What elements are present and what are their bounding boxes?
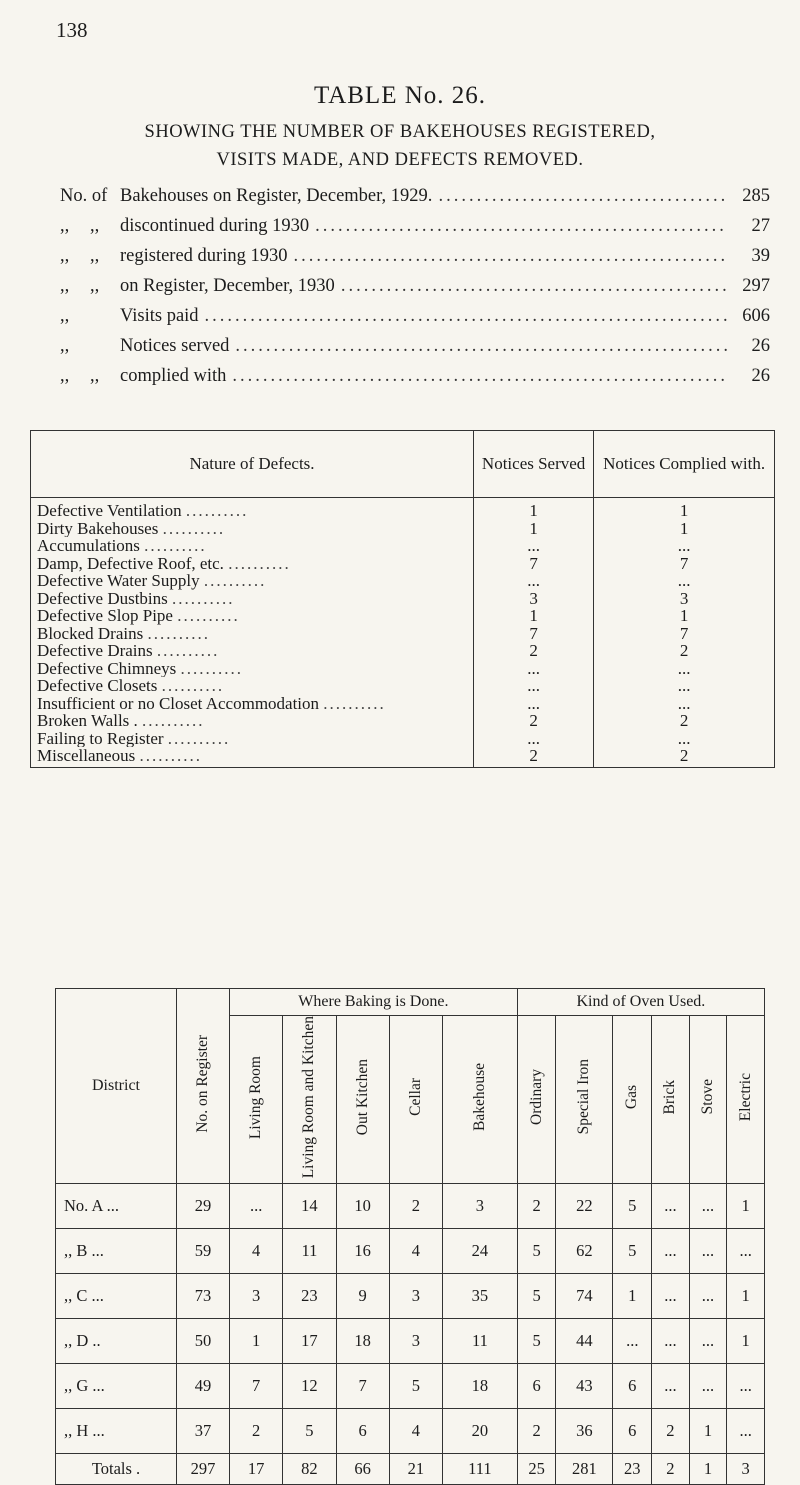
defect-served: 3 xyxy=(474,590,594,608)
district-cell: 23 xyxy=(283,1274,336,1319)
col-oven-1: Special Iron xyxy=(556,1016,613,1184)
dot-leader xyxy=(226,366,728,387)
district-cell: 18 xyxy=(443,1364,518,1409)
summary-label: Notices served xyxy=(120,336,230,356)
district-cell: 2 xyxy=(230,1409,283,1454)
defect-row xyxy=(31,537,775,555)
district-cell: 1 xyxy=(727,1319,765,1364)
subtitle-line-1: SHOWING THE NUMBER OF BAKEHOUSES REGISTERED, xyxy=(144,122,656,142)
defect-name: Failing to Register xyxy=(37,729,164,747)
summary-row xyxy=(60,276,770,306)
defect-row xyxy=(31,677,775,695)
defect-served: ... xyxy=(474,660,594,678)
defect-complied: ... xyxy=(594,660,775,678)
defect-complied: ... xyxy=(594,730,775,748)
district-name: ,, H ... xyxy=(56,1409,177,1454)
totals-cell: 297 xyxy=(177,1454,230,1485)
defect-name: Defective Slop Pipe xyxy=(37,607,173,625)
district-cell: 43 xyxy=(556,1364,613,1409)
defect-row xyxy=(31,747,775,767)
district-cell: 18 xyxy=(336,1319,389,1364)
summary-value: 26 xyxy=(751,366,770,386)
summary-prefix: No. of xyxy=(60,186,108,206)
district-cell: ... xyxy=(689,1184,727,1229)
district-cell: ... xyxy=(689,1364,727,1409)
totals-cell: 3 xyxy=(727,1454,765,1485)
district-cell: 4 xyxy=(230,1229,283,1274)
defect-complied: 1 xyxy=(594,607,775,625)
district-row xyxy=(56,1319,765,1364)
totals-cell: 2 xyxy=(652,1454,690,1485)
summary-value: 39 xyxy=(751,246,770,266)
col-register: No. on Register xyxy=(177,989,230,1184)
district-row xyxy=(56,1409,765,1454)
district-cell: 2 xyxy=(652,1409,690,1454)
district-cell: ... xyxy=(652,1184,690,1229)
district-cell: ... xyxy=(652,1229,690,1274)
summary-sub: ,, xyxy=(90,276,100,296)
summary-row xyxy=(60,366,770,396)
district-cell: 17 xyxy=(283,1319,336,1364)
defect-name: Accumulations xyxy=(37,537,140,555)
district-cell: 7 xyxy=(230,1364,283,1409)
summary-prefix: ,, xyxy=(60,276,70,296)
district-cell: 6 xyxy=(613,1409,652,1454)
district-cell: 44 xyxy=(556,1319,613,1364)
summary-value: 285 xyxy=(742,186,770,206)
district-cell: 5 xyxy=(517,1319,556,1364)
defect-row xyxy=(31,520,775,538)
col-oven-2: Gas xyxy=(613,1016,652,1184)
dot-leader: .......... xyxy=(228,554,291,572)
district-row xyxy=(56,1274,765,1319)
defect-name: Blocked Drains xyxy=(37,624,144,642)
dot-leader: .......... xyxy=(172,589,235,607)
district-cell: 5 xyxy=(283,1409,336,1454)
defect-served: ... xyxy=(474,537,594,555)
district-cell: 2 xyxy=(517,1409,556,1454)
defect-complied: 2 xyxy=(594,642,775,660)
defect-name: Defective Dustbins xyxy=(37,589,168,607)
district-cell: 5 xyxy=(517,1229,556,1274)
defect-complied: 2 xyxy=(594,747,775,767)
dot-leader: .......... xyxy=(167,729,231,747)
district-table xyxy=(55,988,765,1485)
totals-label: Totals . xyxy=(56,1454,177,1485)
summary-label: Visits paid xyxy=(120,306,199,326)
district-cell: ... xyxy=(652,1274,690,1319)
dot-leader: .......... xyxy=(185,501,249,520)
district-cell: 6 xyxy=(336,1409,389,1454)
summary-label: Bakehouses on Register, December, 1929. xyxy=(120,186,433,206)
summary-sub: ,, xyxy=(90,216,100,236)
district-name: No. A ... xyxy=(56,1184,177,1229)
page-subtitle xyxy=(20,118,780,174)
defect-served: 2 xyxy=(474,747,594,767)
district-cell: 7 xyxy=(336,1364,389,1409)
defect-served: 1 xyxy=(474,498,594,520)
defect-row xyxy=(31,625,775,643)
defect-row xyxy=(31,590,775,608)
col-oven-3: Brick xyxy=(652,1016,690,1184)
dot-leader xyxy=(199,306,728,327)
totals-cell: 281 xyxy=(556,1454,613,1485)
summary-row xyxy=(60,336,770,366)
defect-row xyxy=(31,660,775,678)
defect-complied: 3 xyxy=(594,590,775,608)
summary-prefix: ,, xyxy=(60,306,70,326)
district-cell: 9 xyxy=(336,1274,389,1319)
dot-leader: .......... xyxy=(156,642,220,660)
district-cell: 1 xyxy=(689,1409,727,1454)
defect-served: ... xyxy=(474,677,594,695)
summary-sub: ,, xyxy=(90,366,100,386)
defect-served: 7 xyxy=(474,555,594,573)
defect-served: ... xyxy=(474,730,594,748)
district-cell: ... xyxy=(230,1184,283,1229)
district-cell: ... xyxy=(689,1229,727,1274)
district-name: ,, G ... xyxy=(56,1364,177,1409)
defect-complied: 7 xyxy=(594,625,775,643)
defect-name: Insufficient or no Closet Accommodation xyxy=(37,694,320,712)
defect-served: 1 xyxy=(474,607,594,625)
page-number: 138 xyxy=(56,18,88,42)
district-cell: 1 xyxy=(727,1274,765,1319)
summary-label: discontinued during 1930 xyxy=(120,216,310,236)
district-row xyxy=(56,1364,765,1409)
district-cell: 11 xyxy=(443,1319,518,1364)
defect-complied: ... xyxy=(594,695,775,713)
totals-cell: 21 xyxy=(389,1454,442,1485)
defect-complied: 2 xyxy=(594,712,775,730)
defect-name: Defective Drains xyxy=(37,642,153,660)
district-cell: 3 xyxy=(230,1274,283,1319)
district-cell: 11 xyxy=(283,1229,336,1274)
district-cell: ... xyxy=(652,1364,690,1409)
district-cell: 22 xyxy=(556,1184,613,1229)
summary-label: on Register, December, 1930 xyxy=(120,276,335,296)
col-district: District xyxy=(56,989,177,1184)
district-cell: 1 xyxy=(727,1184,765,1229)
district-cell: ... xyxy=(727,1229,765,1274)
district-cell: 14 xyxy=(283,1184,336,1229)
district-cell: 1 xyxy=(230,1319,283,1364)
defect-complied: 7 xyxy=(594,555,775,573)
district-cell: 73 xyxy=(177,1274,230,1319)
summary-row xyxy=(60,246,770,276)
district-cell: 6 xyxy=(613,1364,652,1409)
district-cell: 35 xyxy=(443,1274,518,1319)
group-oven-kind: Kind of Oven Used. xyxy=(517,989,764,1016)
summary-value: 27 xyxy=(751,216,770,236)
district-cell: ... xyxy=(727,1364,765,1409)
district-cell: 24 xyxy=(443,1229,518,1274)
dot-leader: .......... xyxy=(203,572,267,590)
district-name: ,, C ... xyxy=(56,1274,177,1319)
district-cell: 29 xyxy=(177,1184,230,1229)
dot-leader xyxy=(335,276,728,297)
district-cell: ... xyxy=(652,1319,690,1364)
defect-served: 1 xyxy=(474,520,594,538)
district-cell: ... xyxy=(613,1319,652,1364)
defect-name: Defective Water Supply xyxy=(37,572,200,590)
summary-prefix: ,, xyxy=(60,216,70,236)
defect-served: ... xyxy=(474,695,594,713)
district-cell: ... xyxy=(689,1319,727,1364)
dot-leader xyxy=(229,336,728,357)
defect-row xyxy=(31,607,775,625)
district-cell: ... xyxy=(689,1274,727,1319)
district-cell: 59 xyxy=(177,1229,230,1274)
totals-cell: 1 xyxy=(689,1454,727,1485)
district-cell: 10 xyxy=(336,1184,389,1229)
district-cell: 5 xyxy=(613,1184,652,1229)
dot-leader: .......... xyxy=(180,659,244,677)
defect-row xyxy=(31,572,775,590)
district-cell: 49 xyxy=(177,1364,230,1409)
dot-leader: .......... xyxy=(177,607,240,625)
dot-leader: .......... xyxy=(139,747,202,765)
district-row xyxy=(56,1184,765,1229)
district-cell: 2 xyxy=(517,1184,556,1229)
defect-name: Defective Ventilation xyxy=(37,501,182,520)
district-cell: 50 xyxy=(177,1319,230,1364)
defect-row xyxy=(31,498,775,520)
defect-complied: 1 xyxy=(594,520,775,538)
district-cell: ... xyxy=(727,1409,765,1454)
defects-header-served: Notices Served xyxy=(474,431,594,498)
summary-row xyxy=(60,216,770,246)
district-cell: 3 xyxy=(389,1274,442,1319)
defect-row xyxy=(31,712,775,730)
col-oven-5: Electric xyxy=(727,1016,765,1184)
dot-leader: .......... xyxy=(161,677,225,695)
totals-cell: 111 xyxy=(443,1454,518,1485)
col-where-2: Out Kitchen xyxy=(336,1016,389,1184)
dot-leader: .......... xyxy=(162,519,226,537)
district-cell: 1 xyxy=(613,1274,652,1319)
summary-value: 606 xyxy=(742,306,770,326)
defect-complied: ... xyxy=(594,677,775,695)
district-cell: 62 xyxy=(556,1229,613,1274)
district-cell: 2 xyxy=(389,1184,442,1229)
district-cell: 12 xyxy=(283,1364,336,1409)
defects-table xyxy=(30,430,775,768)
totals-cell: 23 xyxy=(613,1454,652,1485)
col-oven-4: Stove xyxy=(689,1016,727,1184)
summary-row xyxy=(60,186,770,216)
district-cell: 5 xyxy=(517,1274,556,1319)
district-cell: 6 xyxy=(517,1364,556,1409)
summary-prefix: ,, xyxy=(60,366,70,386)
district-cell: 4 xyxy=(389,1229,442,1274)
totals-cell: 25 xyxy=(517,1454,556,1485)
district-cell: 16 xyxy=(336,1229,389,1274)
district-row xyxy=(56,1229,765,1274)
col-oven-0: Ordinary xyxy=(517,1016,556,1184)
page-title: TABLE No. 26. xyxy=(313,82,487,109)
district-name: ,, D .. xyxy=(56,1319,177,1364)
group-where-baking: Where Baking is Done. xyxy=(230,989,518,1016)
dot-leader: .......... xyxy=(142,712,205,730)
defects-header-nature: Nature of Defects. xyxy=(31,431,474,498)
defect-name: Dirty Bakehouses xyxy=(37,519,159,537)
summary-label: registered during 1930 xyxy=(120,246,288,266)
district-name: ,, B ... xyxy=(56,1229,177,1274)
dot-leader: .......... xyxy=(147,624,210,642)
district-cell: 20 xyxy=(443,1409,518,1454)
defect-name: Broken Walls . xyxy=(37,712,138,730)
dot-leader xyxy=(309,216,728,237)
defect-served: 7 xyxy=(474,625,594,643)
defect-name: Miscellaneous xyxy=(37,747,136,765)
district-cell: 37 xyxy=(177,1409,230,1454)
dot-leader xyxy=(432,186,728,207)
defect-row xyxy=(31,730,775,748)
defect-row xyxy=(31,695,775,713)
defect-row xyxy=(31,642,775,660)
district-cell: 4 xyxy=(389,1409,442,1454)
col-where-3: Cellar xyxy=(389,1016,442,1184)
defect-name: Defective Closets xyxy=(37,677,158,695)
dot-leader: .......... xyxy=(144,537,207,555)
district-cell: 74 xyxy=(556,1274,613,1319)
defect-served: ... xyxy=(474,572,594,590)
dot-leader xyxy=(288,246,729,267)
dot-leader: .......... xyxy=(323,694,386,712)
defects-header-complied: Notices Complied with. xyxy=(594,431,775,498)
summary-prefix: ,, xyxy=(60,246,70,266)
summary-row xyxy=(60,306,770,336)
totals-cell: 66 xyxy=(336,1454,389,1485)
defect-complied: 1 xyxy=(594,498,775,520)
defect-name: Defective Chimneys xyxy=(37,659,177,677)
summary-label: complied with xyxy=(120,366,227,386)
summary-value: 297 xyxy=(742,276,770,296)
col-where-1: Living Room and Kitchen xyxy=(283,1016,336,1184)
district-cell: 5 xyxy=(613,1229,652,1274)
col-where-0: Living Room xyxy=(230,1016,283,1184)
defect-name: Damp, Defective Roof, etc. xyxy=(37,554,224,572)
district-cell: 36 xyxy=(556,1409,613,1454)
defect-served: 2 xyxy=(474,712,594,730)
district-cell: 3 xyxy=(443,1184,518,1229)
district-cell: 3 xyxy=(389,1319,442,1364)
totals-cell: 17 xyxy=(230,1454,283,1485)
defect-complied: ... xyxy=(594,572,775,590)
defect-row xyxy=(31,555,775,573)
summary-list xyxy=(60,186,770,396)
defect-complied: ... xyxy=(594,537,775,555)
summary-sub: ,, xyxy=(90,246,100,266)
summary-value: 26 xyxy=(751,336,770,356)
col-where-4: Bakehouse xyxy=(443,1016,518,1184)
district-cell: 5 xyxy=(389,1364,442,1409)
totals-cell: 82 xyxy=(283,1454,336,1485)
summary-prefix: ,, xyxy=(60,336,70,356)
defect-served: 2 xyxy=(474,642,594,660)
totals-row xyxy=(56,1454,765,1485)
subtitle-line-2: VISITS MADE, AND DEFECTS REMOVED. xyxy=(216,150,584,170)
